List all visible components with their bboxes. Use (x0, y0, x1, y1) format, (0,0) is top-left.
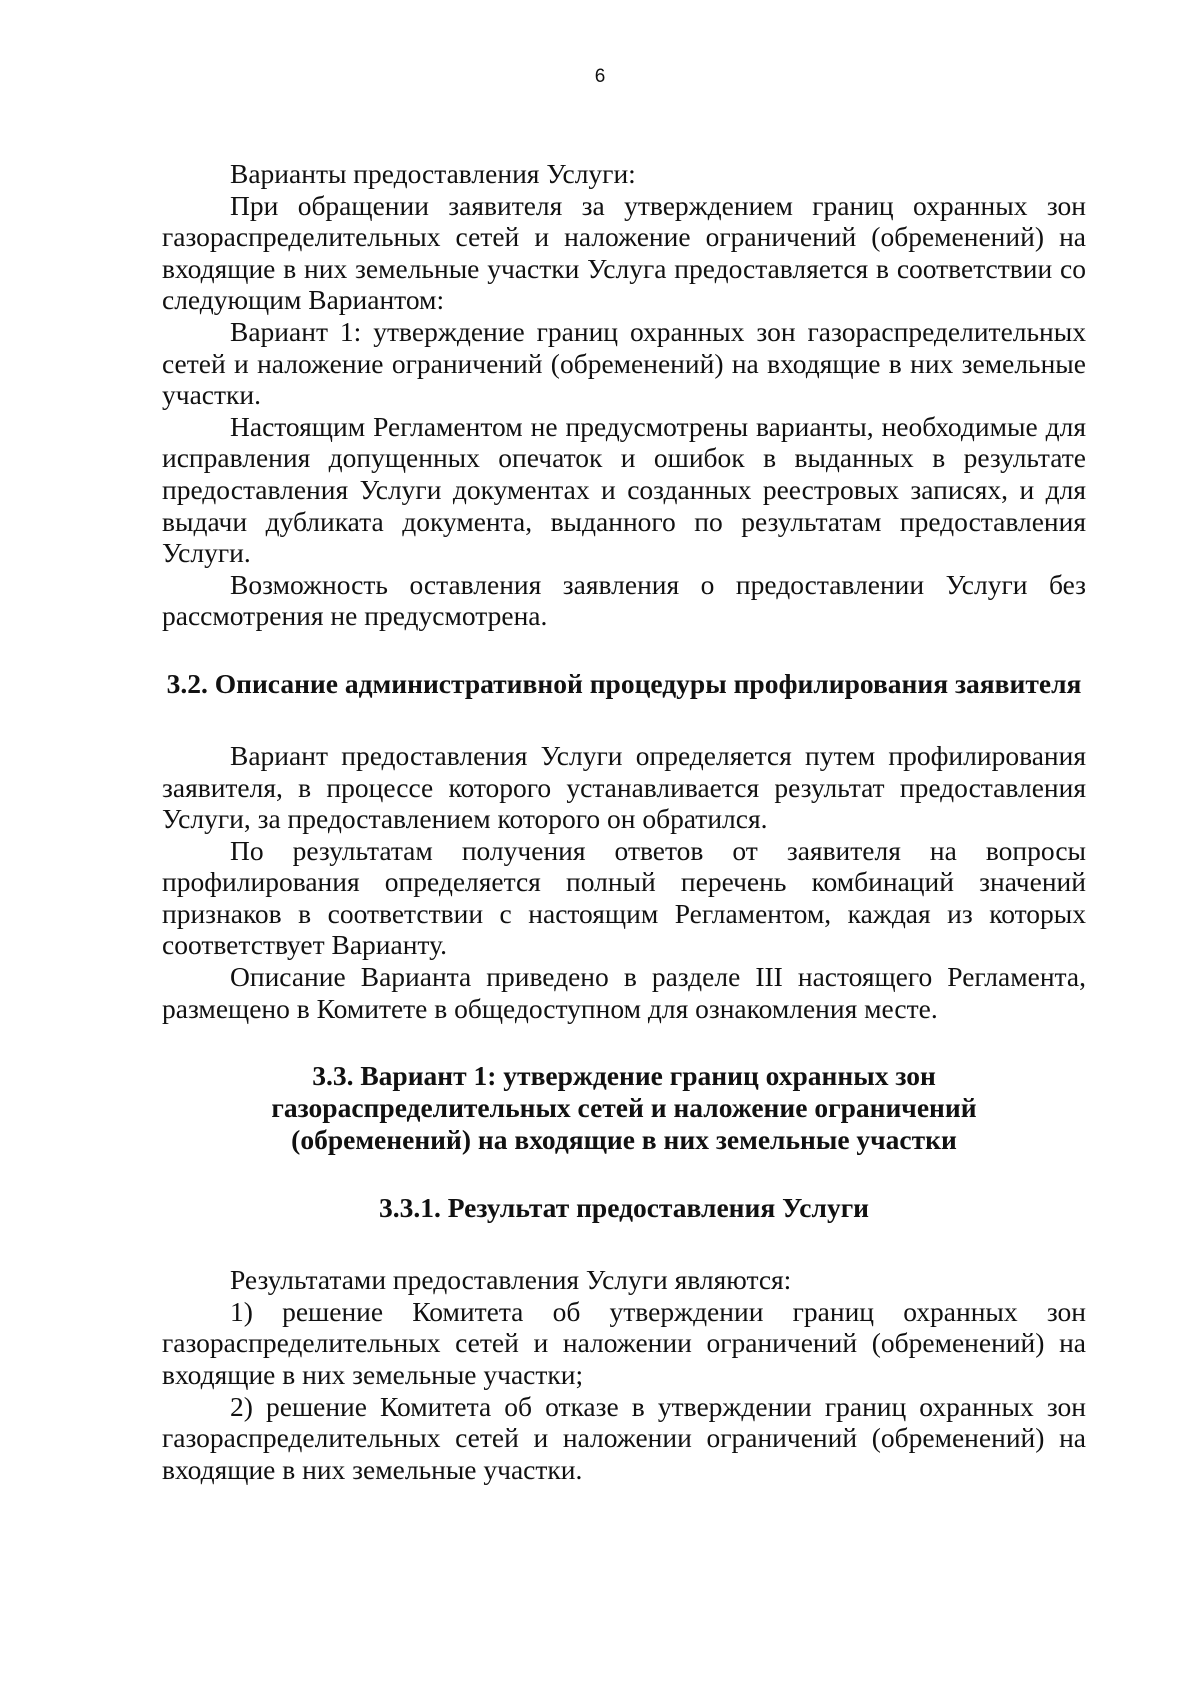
section-3-2-paragraph-2: По результатам получения ответов от заявителя на вопросы профилирования определяется полный перечень комбинаций значений признаков в соответствии с настоящим Регламентом, каждая из которых соответствует Варианту. (162, 834, 1086, 961)
section-3-2-heading: 3.2. Описание административной процедуры профилирования заявителя (166, 667, 1082, 699)
variants-heading-paragraph: Варианты предоставления Услуги: (230, 158, 636, 189)
intro-paragraph-2: Вариант 1: утверждение границ охранных зон газораспределительных сетей и наложение ограничений (обременений) на входящие в них земельные участки. (162, 315, 1086, 411)
section-3-2-paragraph-1: Вариант предоставления Услуги определяется путем профилирования заявителя, в процессе которого устанавливается результат предоставления Услуги, за предоставлением которого он обратился. (162, 739, 1086, 835)
section-3-3-heading: 3.3. Вариант 1: утверждение границ охранных зон газораспределительных сетей и наложение ограничений (обременений) на входящие в них земельные участки (271, 1060, 977, 1156)
result-item-2: 2) решение Комитета об отказе в утверждении границ охранных зон газораспределительных сетей и наложении ограничений (обременений) на входящие в них земельные участки. (162, 1390, 1086, 1485)
page-number: 6 (594, 66, 606, 87)
section-3-2-paragraph-3: Описание Варианта приведено в разделе III настоящего Регламента, размещено в Комитете в общедоступном для ознакомления месте. (162, 961, 1086, 1024)
section-3-3-1-heading: 3.3.1. Результат предоставления Услуги (378, 1192, 870, 1224)
intro-paragraph-3: Настоящим Регламентом не предусмотрены варианты, необходимые для исправления допущенных опечаток и ошибок в выданных в результате предоставления Услуги документах и созданных реестровых записях, и для выдачи дубликата документа, выданного по результатам предоставления Услуги. (162, 410, 1086, 569)
document-body (162, 158, 1086, 1485)
intro-paragraph-1: При обращении заявителя за утверждением границ охранных зон газораспределительных сетей и наложение ограничений (обременений) на входящие в них земельные участки Услуга предоставляется в соответствии со следующим Вариантом: (162, 189, 1086, 316)
section-3-3-1-intro: Результатами предоставления Услуги являются: (230, 1264, 792, 1296)
result-item-1: 1) решение Комитета об утверждении границ охранных зон газораспределительных сетей и наложении ограничений (обременений) на входящие в них земельные участки; (162, 1295, 1086, 1391)
intro-paragraph-4: Возможность оставления заявления о предоставлении Услуги без рассмотрения не предусмотрена. (162, 568, 1086, 632)
